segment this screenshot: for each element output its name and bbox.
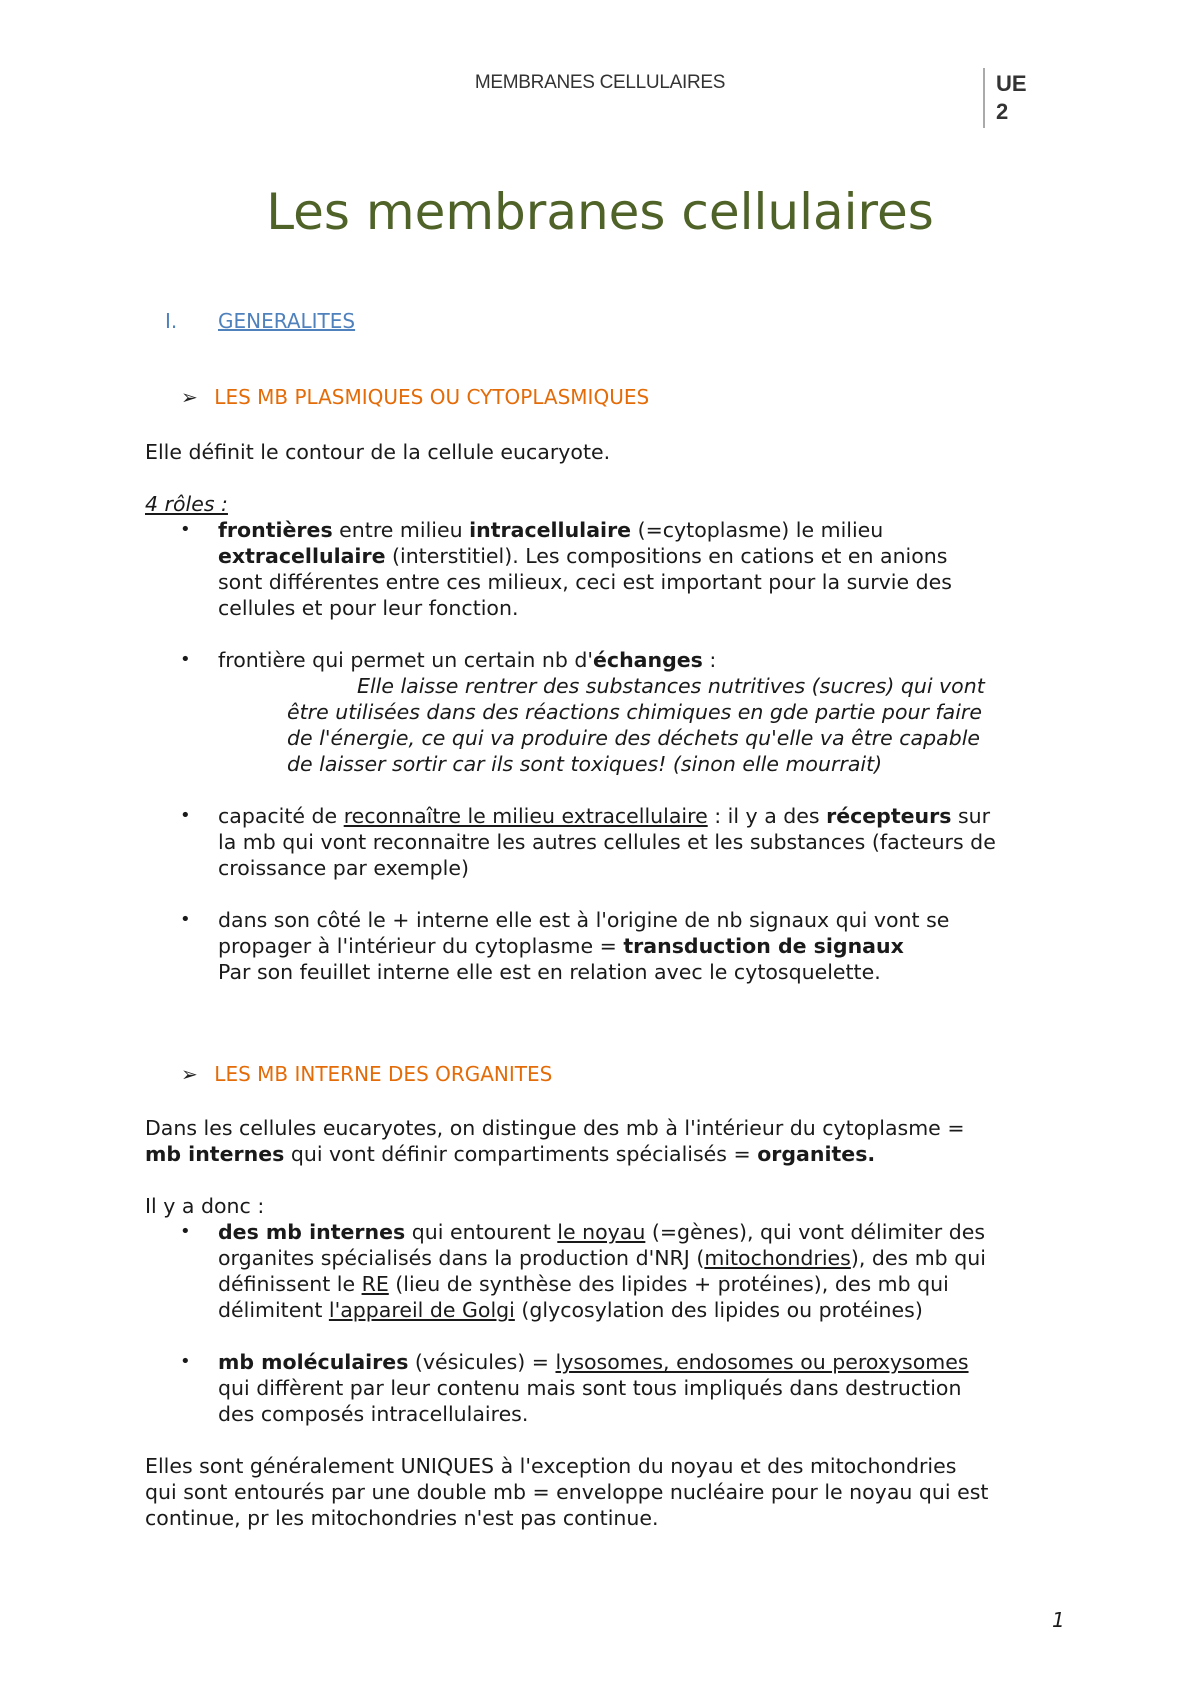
bullet-icon: •	[180, 649, 191, 670]
bullet-icon: •	[180, 1351, 191, 1372]
role2-italic2: être utilisées dans des réactions chimiques en gde partie pour faire	[287, 700, 982, 724]
role4-line1: dans son côté le + interne elle est à l'origine de nb signaux qui vont se	[218, 908, 950, 932]
subsection-heading-organites	[181, 1062, 552, 1086]
paragraph-eucaryotes-line2: mb internes qui vont définir compartiments spécialisés = organites.	[145, 1142, 876, 1166]
role1-line2: extracellulaire (interstitiel). Les compositions en cations et en anions	[218, 544, 948, 568]
role2-italic3: de l'énergie, ce qui va produire des déchets qu'elle va être capable	[287, 726, 981, 750]
paragraph-eucaryotes-line1: Dans les cellules eucaryotes, on distingue des mb à l'intérieur du cytoplasme =	[145, 1116, 965, 1140]
role4-line2: propager à l'intérieur du cytoplasme = transduction de signaux	[218, 934, 904, 958]
item1-line1: des mb internes qui entourent le noyau (=gènes), qui vont délimiter des	[218, 1220, 985, 1244]
role1-line4: cellules et pour leur fonction.	[218, 596, 519, 620]
item2-line1: mb moléculaires (vésicules) = lysosomes, endosomes ou peroxysomes	[218, 1350, 969, 1374]
page-number: 1	[1052, 1608, 1065, 1632]
running-header: MEMBRANES CELLULAIRES	[474, 72, 726, 93]
roles-label: 4 rôles :	[145, 492, 228, 516]
subsection-title: LES MB INTERNE DES ORGANITES	[214, 1062, 553, 1086]
ue-label-line2: 2	[996, 99, 1009, 124]
role2-line1: frontière qui permet un certain nb d'échanges :	[218, 648, 717, 672]
item1-line4: délimitent l'appareil de Golgi (glycosylation des lipides ou protéines)	[218, 1298, 923, 1322]
item1-line2: organites spécialisés dans la production d'NRJ (mitochondries), des mb qui	[218, 1246, 986, 1270]
role1-line3: sont différentes entre ces milieux, ceci est important pour la survie des	[218, 570, 952, 594]
bullet-icon: •	[180, 805, 191, 826]
item1-line3: définissent le RE (lieu de synthèse des lipides + protéines), des mb qui	[218, 1272, 949, 1296]
ue-label	[996, 70, 1027, 126]
item2-line3: des composés intracellulaires.	[218, 1402, 529, 1426]
arrow-bullet-icon: ➢	[181, 1062, 198, 1086]
section-title: GENERALITES	[218, 309, 356, 333]
bullet-icon: •	[180, 519, 191, 540]
role1-line1: frontières entre milieu intracellulaire (=cytoplasme) le milieu	[218, 518, 884, 542]
role3-line1: capacité de reconnaître le milieu extracellulaire : il y a des récepteurs sur	[218, 804, 991, 828]
document-title: Les membranes cellulaires	[266, 183, 934, 241]
role2-italic4: de laisser sortir car ils sont toxiques! (sinon elle mourrait)	[287, 752, 883, 776]
arrow-bullet-icon: ➢	[181, 385, 198, 409]
bullet-icon: •	[180, 1221, 191, 1242]
bullet-icon: •	[180, 909, 191, 930]
header-divider	[983, 68, 985, 128]
role4-line3: Par son feuillet interne elle est en relation avec le cytosquelette.	[218, 960, 881, 984]
paragraph-final-line3: continue, pr les mitochondries n'est pas continue.	[145, 1506, 659, 1530]
item2-line2: qui diffèrent par leur contenu mais sont tous impliqués dans destruction	[218, 1376, 962, 1400]
paragraph-contour: Elle définit le contour de la cellule eucaryote.	[145, 440, 611, 464]
role3-line3: croissance par exemple)	[218, 856, 469, 880]
paragraph-final-line1: Elles sont généralement UNIQUES à l'exception du noyau et des mitochondries	[145, 1454, 957, 1478]
section-number: I.	[165, 309, 178, 333]
subsection-title: LES MB PLASMIQUES OU CYTOPLASMIQUES	[214, 385, 650, 409]
role3-line2: la mb qui vont reconnaitre les autres cellules et les substances (facteurs de	[218, 830, 996, 854]
paragraph-final-line2: qui sont entourés par une double mb = enveloppe nucléaire pour le noyau qui est	[145, 1480, 989, 1504]
role2-italic1: Elle laisse rentrer des substances nutritives (sucres) qui vont	[357, 674, 985, 698]
paragraph-donc: Il y a donc :	[145, 1194, 265, 1218]
ue-label-line1: UE	[996, 71, 1027, 96]
subsection-heading-plasmic	[181, 385, 649, 409]
